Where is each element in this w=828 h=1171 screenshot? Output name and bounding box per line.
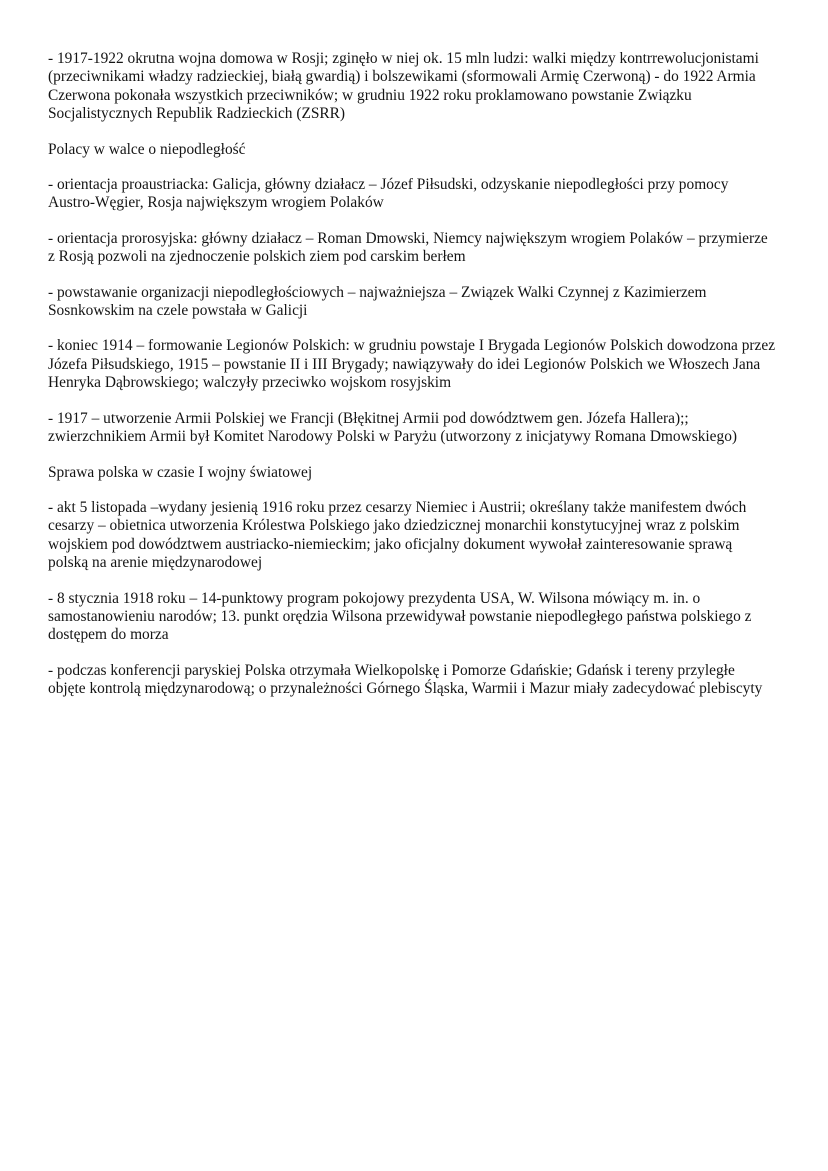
paragraph-paris-conference: - podczas konferencji paryskiej Polska otrzymała Wielkopolskę i Pomorze Gdańskie; Gdańsk i tereny przyległe objęte kontrolą międzynarodową; o przynależności Górnego Śląska, Warmii i Mazur miały zadecydować plebiscyty (48, 661, 763, 698)
paragraph-act-of-5-november: - akt 5 listopada –wydany jesienią 1916 roku przez cesarzy Niemiec i Austrii; określany także manifestem dwóch cesarzy – obietnica utworzenia Królestwa Polskiego jako dziedzicznej monarchii konstytucyjnej wraz z polskim wojskiem pod dowództwem austriacko-niemieckim; jako oficjalny dokument wywołał zainteresowanie sprawą polską na arenie międzynarodowej (48, 498, 747, 572)
paragraph-independence-organizations: - powstawanie organizacji niepodległościowych – najważniejsza – Związek Walki Czynnej z Kazimierzem Sosnkowskim na czele powstała w Galicji (48, 283, 707, 320)
paragraph-wilson-14-points: - 8 stycznia 1918 roku – 14-punktowy program pokojowy prezydenta USA, W. Wilsona mówiący m. in. o samostanowieniu narodów; 13. punkt orędzia Wilsona przewidywał powstanie niepodległego państwa polskiego z dostępem do morza (48, 589, 752, 644)
paragraph-pro-russian-orientation: - orientacja prorosyjska: główny działacz – Roman Dmowski, Niemcy największym wrogiem Polaków – przymierze z Rosją pozwoli na zjednoczenie polskich ziem pod carskim berłem (48, 229, 768, 266)
section-heading-polish-independence: Polacy w walce o niepodległość (48, 140, 246, 158)
paragraph-russian-civil-war: - 1917-1922 okrutna wojna domowa w Rosji; zginęło w niej ok. 15 mln ludzi: walki między kontrrewolucjonistami (przeciwnikami władzy radzieckiej, białą gwardią) i bolszewikami (sformowali Armię Czerwoną) - do 1922 Armia Czerwona pokonała wszystkich przeciwników; w grudniu 1922 roku proklamowano powstanie Związku Socjalistycznych Republik Radzieckich (ZSRR) (48, 50, 759, 123)
paragraph-polish-legions: - koniec 1914 – formowanie Legionów Polskich: w grudniu powstaje I Brygada Legionów Polskich dowodzona przez Józefa Piłsudskiego, 1915 – powstanie II i III Brygady; nawiązywały do idei Legionów Polskich we Włoszech Jana Henryka Dąbrowskiego; walczyły przeciwko wojskom rosyjskim (48, 337, 776, 392)
paragraph-blue-army: - 1917 – utworzenie Armii Polskiej we Francji (Błękitnej Armii pod dowództwem gen. Józefa Hallera);; zwierzchnikiem Armii był Komitet Narodowy Polski w Paryżu (utworzony z inicjatywy Romana Dmowskiego) (48, 409, 738, 446)
paragraph-pro-austrian-orientation: - orientacja proaustriacka: Galicja, główny działacz – Józef Piłsudski, odzyskanie niepodległości przy pomocy Austro-Węgier, Rosja największym wrogiem Polaków (48, 176, 729, 212)
document-body (48, 50, 776, 716)
section-heading-polish-question-ww1: Sprawa polska w czasie I wojny światowej (48, 463, 313, 481)
